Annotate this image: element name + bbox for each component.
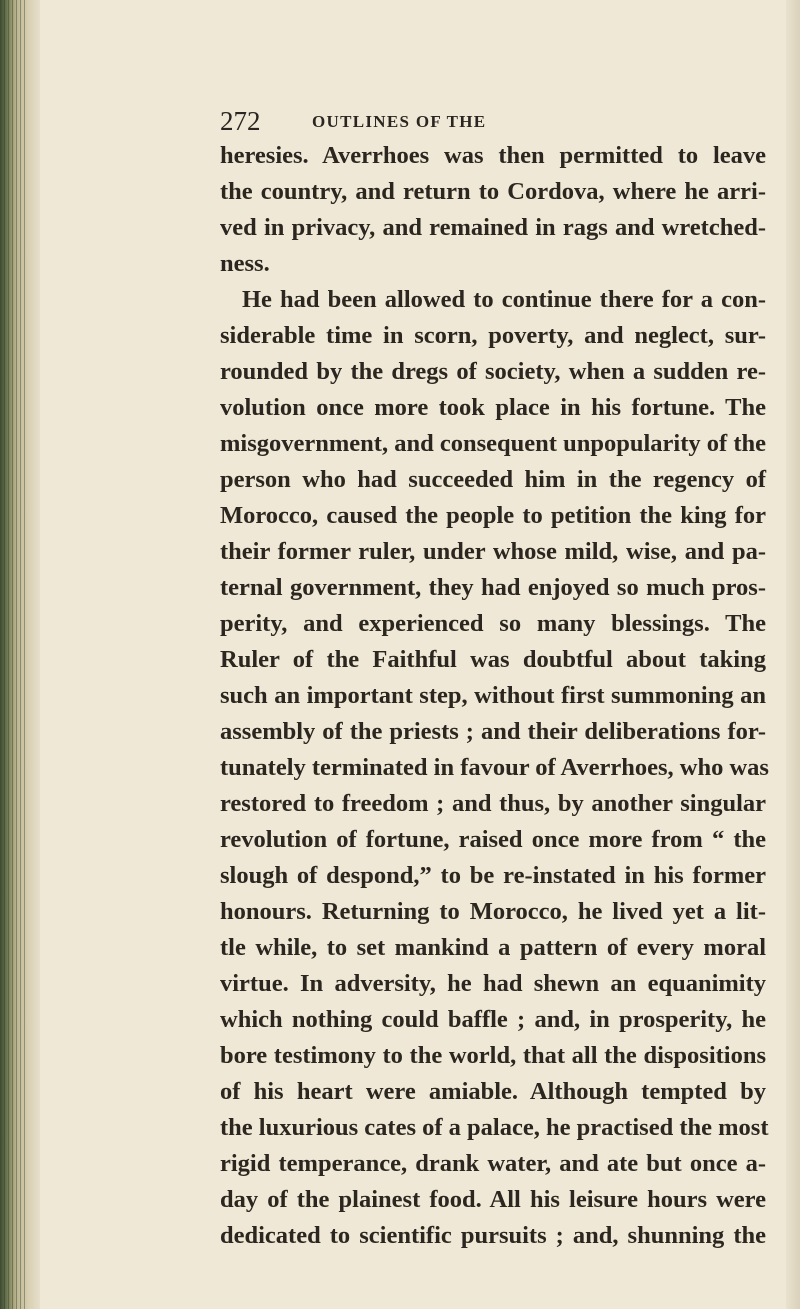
page-edge	[786, 0, 800, 1309]
text-line: day of the plainest food. All his leisure hours were	[220, 1186, 766, 1213]
text-line: slough of despond,” to be re-instated in his former	[220, 862, 766, 889]
text-line: the luxurious cates of a palace, he practised the most	[220, 1114, 769, 1141]
text-line: restored to freedom ; and thus, by another singular	[220, 790, 766, 817]
binding-stitch-lines	[4, 0, 26, 1309]
text-line: ness.	[220, 250, 270, 277]
text-line: misgovernment, and consequent unpopularity of the	[220, 430, 766, 457]
text-line: such an important step, without first summoning an	[220, 682, 766, 709]
text-line: tunately terminated in favour of Averrhoes, who was	[220, 754, 769, 781]
text-line: volution once more took place in his fortune. The	[220, 394, 766, 421]
text-line: the country, and return to Cordova, where he arri-	[220, 178, 766, 205]
text-line: ved in privacy, and remained in rags and wretched-	[220, 214, 766, 241]
text-line: heresies. Averrhoes was then permitted to leave	[220, 142, 766, 169]
text-line: which nothing could baffle ; and, in prosperity, he	[220, 1006, 766, 1033]
text-line: assembly of the priests ; and their deliberations for-	[220, 718, 766, 745]
text-line: tle while, to set mankind a pattern of every moral	[220, 934, 766, 961]
text-line: rigid temperance, drank water, and ate but once a-	[220, 1150, 766, 1177]
body-text	[220, 138, 769, 1254]
text-line: siderable time in scorn, poverty, and neglect, sur-	[220, 322, 766, 349]
text-line: virtue. In adversity, he had shewn an equanimity	[220, 970, 766, 997]
page-header	[220, 104, 766, 138]
text-line: Morocco, caused the people to petition the king for	[220, 502, 766, 529]
binding-gutter	[0, 0, 40, 1309]
page-number: 272	[220, 106, 261, 136]
text-line: rounded by the dregs of society, when a sudden re-	[220, 358, 766, 385]
text-line: ternal government, they had enjoyed so much pros-	[220, 574, 766, 601]
text-line: bore testimony to the world, that all the dispositions	[220, 1042, 766, 1069]
text-line: of his heart were amiable. Although tempted by	[220, 1078, 766, 1105]
text-line: perity, and experienced so many blessings. The	[220, 610, 766, 637]
text-line: person who had succeeded him in the regency of	[220, 466, 766, 493]
text-line: Ruler of the Faithful was doubtful about taking	[220, 646, 766, 673]
text-line: dedicated to scientific pursuits ; and, shunning the	[220, 1222, 766, 1249]
text-line: honours. Returning to Morocco, he lived yet a lit-	[220, 898, 766, 925]
text-line: He had been allowed to continue there for a con-	[242, 286, 766, 313]
text-line: their former ruler, under whose mild, wise, and pa-	[220, 538, 766, 565]
text-line: revolution of fortune, raised once more from “ the	[220, 826, 766, 853]
running-head: OUTLINES OF THE	[312, 112, 487, 131]
